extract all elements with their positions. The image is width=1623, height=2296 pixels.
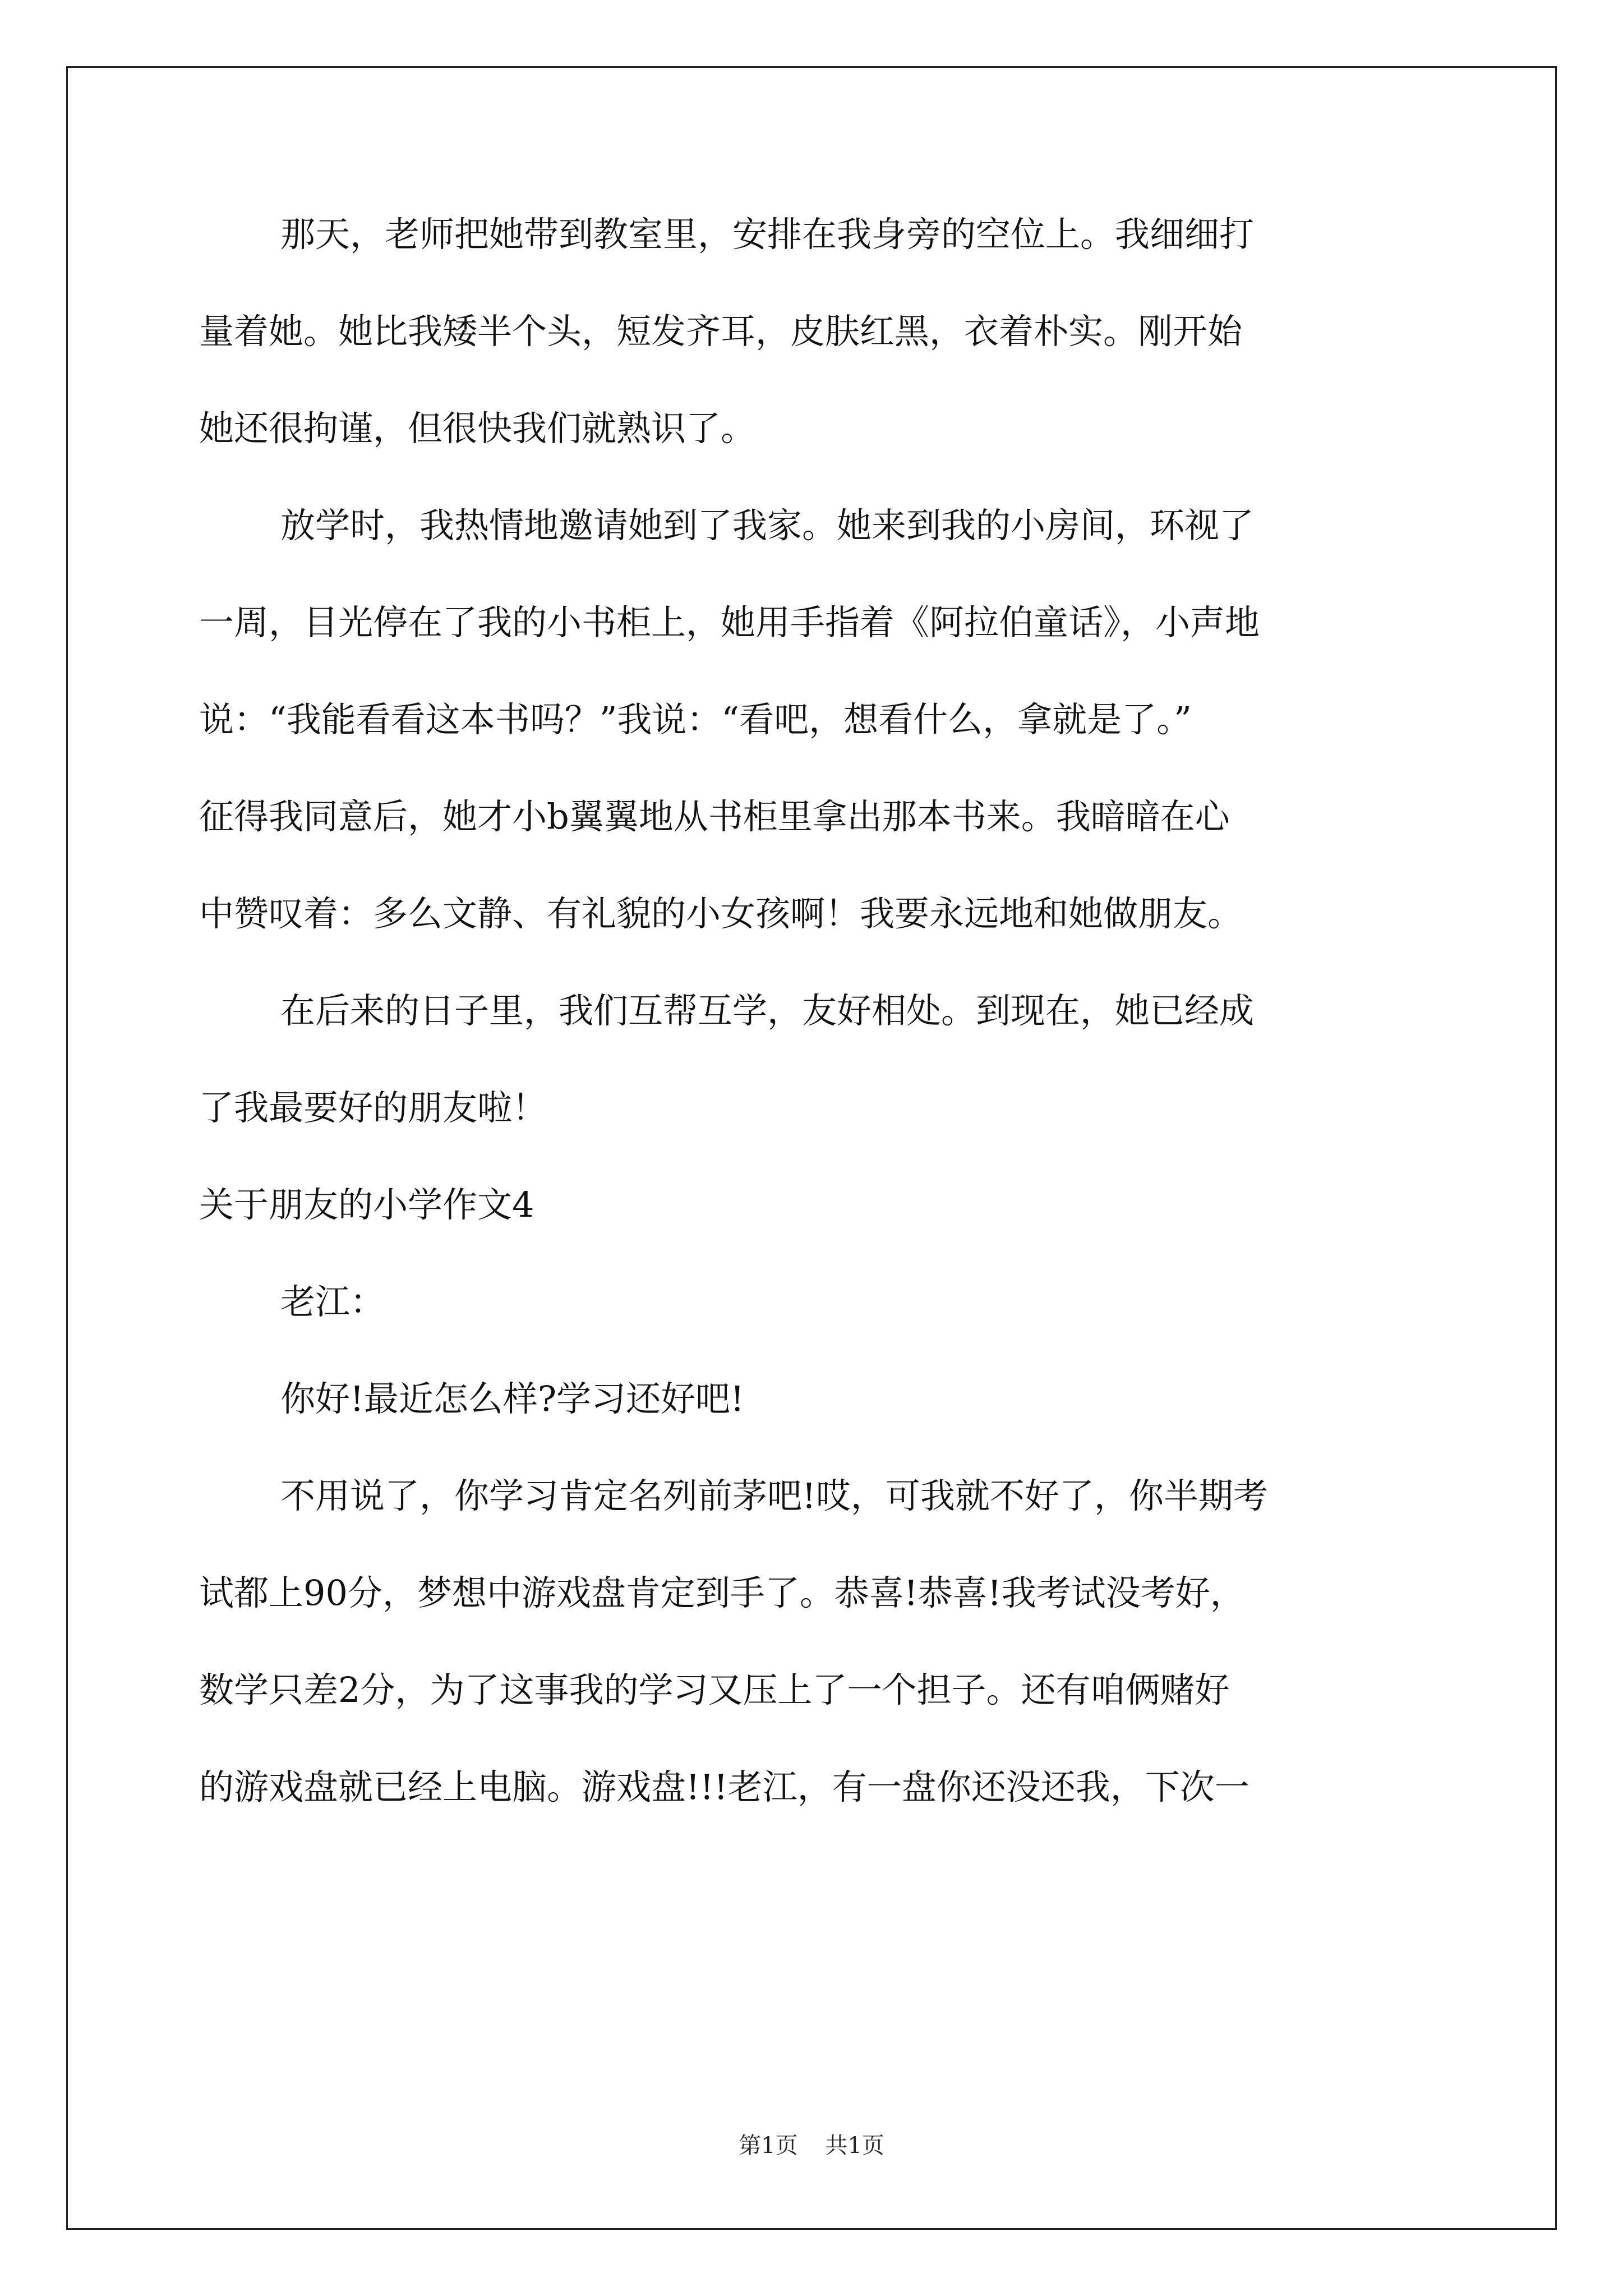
page-frame: [66, 66, 1557, 2230]
body-line: 说：“我能看看这本书吗？”我说：“看吧，想看什么，拿就是了。”: [199, 699, 1192, 740]
body-line: 那天，老师把她带到教室里，安排在我身旁的空位上。我细细打: [280, 214, 1255, 255]
body-line: 中赞叹着：多么文静、有礼貌的小女孩啊！我要永远地和她做朋友。: [199, 893, 1243, 934]
body-line: 量着她。她比我矮半个头，短发齐耳，皮肤红黑，衣着朴实。刚开始: [199, 311, 1243, 352]
body-line: 试都上90分，梦想中游戏盘肯定到手了。恭喜!恭喜!我考试没考好，: [199, 1572, 1245, 1613]
body-line: 不用说了，你学习肯定名列前茅吧!哎，可我就不好了，你半期考: [280, 1475, 1268, 1516]
body-line: 你好!最近怎么样?学习还好吧!: [280, 1378, 745, 1419]
body-line: 在后来的日子里，我们互帮互学，友好相处。到现在，她已经成: [280, 990, 1255, 1031]
body-line: 征得我同意后，她才小b翼翼地从书柜里拿出那本书来。我暗暗在心: [199, 796, 1230, 837]
body-line: 她还很拘谨，但很快我们就熟识了。: [199, 408, 756, 449]
body-line: 了我最要好的朋友啦！: [199, 1087, 547, 1128]
body-line: 数学只差2分，为了这事我的学习又压上了一个担子。还有咱俩赌好: [199, 1669, 1230, 1710]
body-line: 的游戏盘就已经上电脑。游戏盘!!!老江，有一盘你还没还我，下次一: [199, 1766, 1249, 1807]
body-line: 放学时，我热情地邀请她到了我家。她来到我的小房间，环视了: [280, 505, 1255, 546]
salutation: 老江：: [280, 1281, 385, 1322]
page-number-current: 第1页: [739, 2133, 798, 2159]
page-number-total: 共1页: [825, 2133, 884, 2159]
section-heading: 关于朋友的小学作文4: [199, 1184, 534, 1225]
page-footer: [0, 2132, 1623, 2160]
body-line: 一周，目光停在了我的小书柜上，她用手指着《阿拉伯童话》，小声地: [199, 602, 1260, 643]
